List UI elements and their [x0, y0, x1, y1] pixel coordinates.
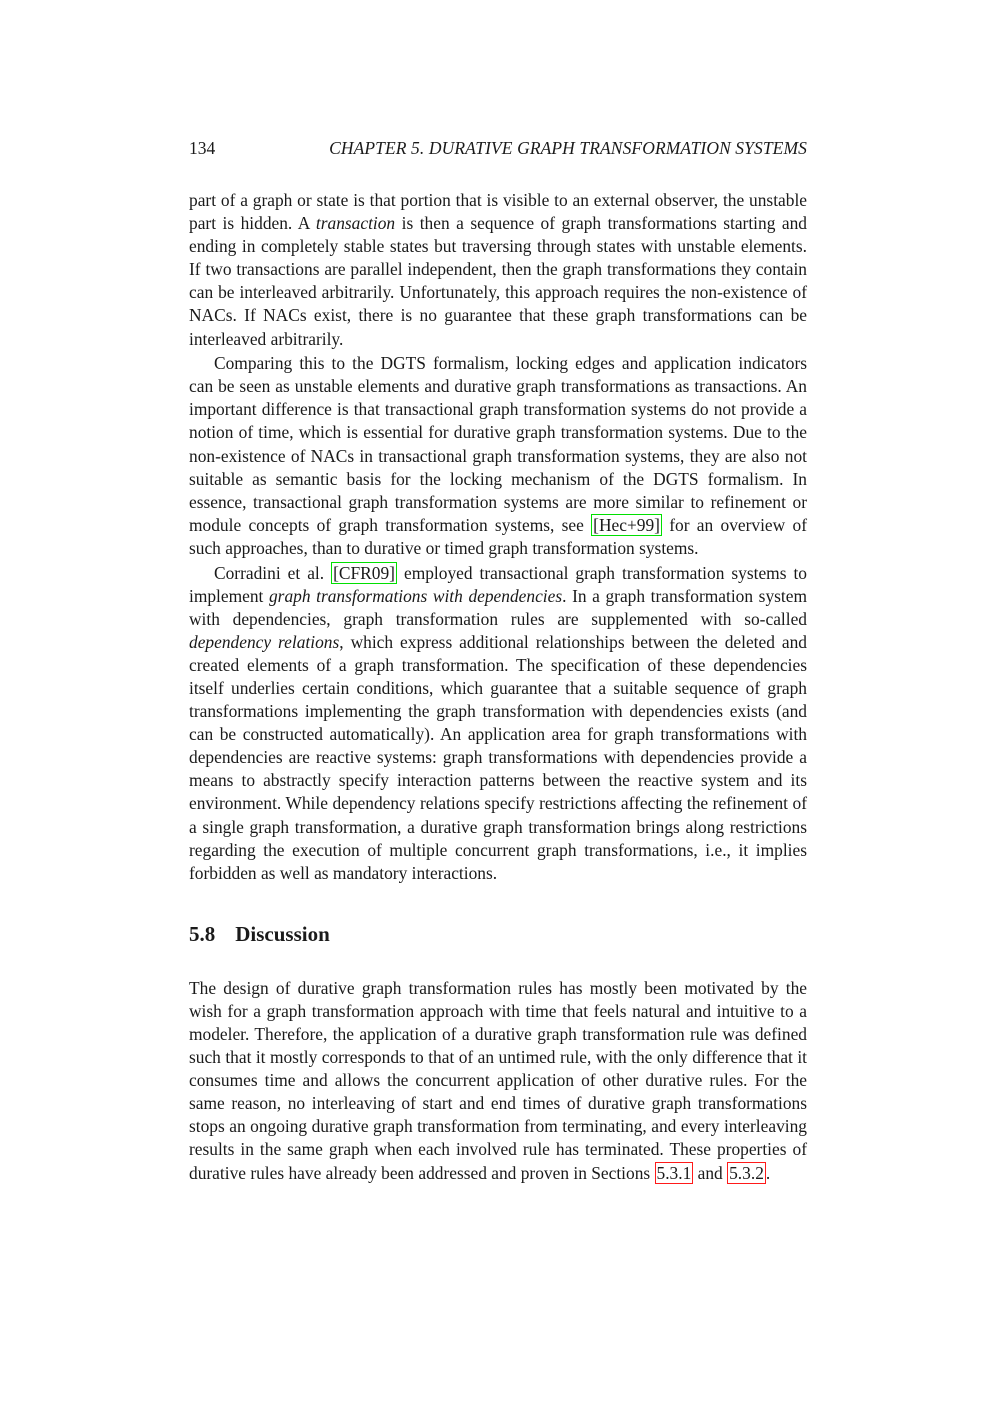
paragraph	[189, 352, 807, 560]
text-span: for an overview of such approaches, than to durative or timed graph transformation systems.	[189, 514, 807, 558]
text-span: , which express additional relationships between the deleted and created elements of a graph transformation. The specification of these dependencies itself underlies certain conditions, which guarantee that a suitable sequence of graph transformations implementing the graph transformation with dependencies exists (and can be constructed automatically). An application area for graph transformations with dependencies are reactive systems: graph transformations with dependencies provide a means to abstractly specify interaction patterns between the reactive system and its environment. While dependency relations specify restrictions affecting the refinement of a single graph transformation, a durative graph transformation brings along restrictions regarding the execution of multiple concurrent graph transformations, i.e., it implies forbidden as well as mandatory interactions.	[189, 631, 807, 883]
paragraph	[189, 977, 807, 1185]
text-span: Comparing this to the DGTS formalism, locking edges and application indicators can be seen as unstable elements and durative graph transformations as transactions. An important difference is that transactional graph transformation systems do not provide a notion of time, which is essential for durative graph transformation systems. Due to the non-existence of NACs in transactional graph transformation systems, they are also not suitable as semantic basis for the locking mechanism of the DGTS formalism. In essence, transactional graph transformation systems are more similar to refinement or module concepts of graph transformation systems, see	[189, 353, 807, 535]
text-span: and	[693, 1162, 728, 1183]
section-link-5-3-2[interactable]: 5.3.2	[729, 1162, 764, 1183]
page-header	[189, 136, 807, 160]
text-span: . In a graph transformation system with dependencies, graph transformation rules are supplemented with so-called	[189, 585, 807, 629]
main-text	[189, 189, 807, 1185]
paragraph	[189, 189, 807, 351]
emphasis: dependency relations	[189, 631, 340, 652]
text-span: part of a graph or state is that portion that is visible to an external observer, the unstable part is hidden. A	[189, 190, 807, 234]
section-heading	[189, 921, 807, 947]
citation-link-hec99[interactable]: [Hec+99]	[593, 514, 660, 535]
paragraph	[189, 562, 807, 885]
section-title: Discussion	[235, 921, 330, 946]
text-span: .	[765, 1162, 771, 1183]
emphasis: graph transformations with dependencies	[268, 585, 563, 606]
section-link-5-3-1[interactable]: 5.3.1	[656, 1162, 692, 1183]
text-span: The design of durative graph transformation rules has mostly been motivated by the wish for a graph transformation approach with time that feels natural and intuitive to a modeler. Therefore, the application of a durative graph transformation rule was defined such that it mostly corresponds to that of an untimed rule, with the only difference that it consumes time and allows the concurrent application of other durative rules. For the same reason, no interleaving of start and end times of durative graph transformations stops an ongoing durative graph transformation from terminating, and every interleaving results in the same graph when each involved rule has terminated. These properties of durative rules have already been addressed and proven in Sections	[189, 977, 807, 1183]
running-title: CHAPTER 5. DURATIVE GRAPH TRANSFORMATION SYSTEMS	[329, 138, 807, 158]
text-span: employed transactional graph transformation systems to implement	[189, 562, 807, 606]
emphasis: transaction	[315, 213, 396, 234]
citation-link-cfr09[interactable]: [CFR09]	[333, 562, 395, 583]
page-number: 134	[189, 138, 216, 158]
text-span: is then a sequence of graph transformations starting and ending in completely stable states but traversing through states with unstable elements. If two transactions are parallel independent, then the graph transformations they contain can be interleaved arbitrarily. Unfortunately, this approach requires the non-existence of NACs. If NACs exist, there is no guarantee that these graph transformations can be interleaved arbitrarily.	[189, 213, 807, 349]
text-span: Corradini et al.	[214, 562, 332, 583]
section-number: 5.8	[189, 921, 216, 946]
